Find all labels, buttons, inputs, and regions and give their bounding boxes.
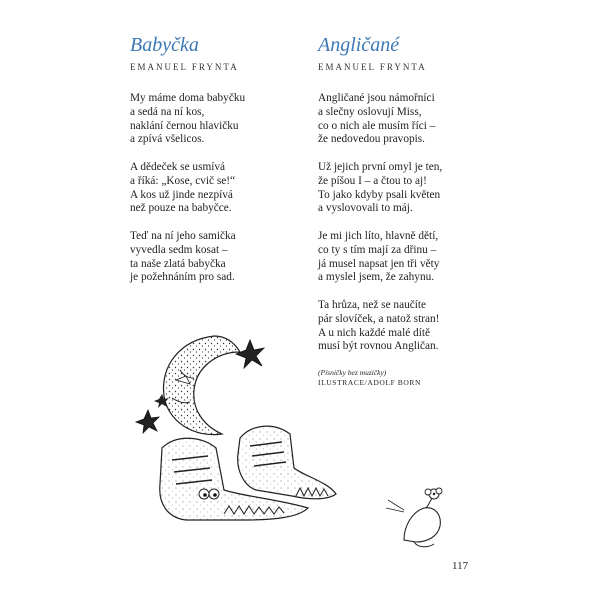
verse-line: Angličané jsou námořníci xyxy=(318,92,435,104)
verse-line: To jako kdyby psali květen xyxy=(318,188,441,201)
boot-crocodile-back-drawing xyxy=(238,426,336,499)
stanza xyxy=(318,92,488,147)
verse-line: že nedovedou pravopis. xyxy=(318,133,425,146)
verse-line: naklání černou hlavičku xyxy=(130,119,239,132)
stanza xyxy=(318,161,488,216)
poem-title: Babyčka xyxy=(130,34,199,56)
credit-source: (Písničky bez muzičky) xyxy=(318,367,387,377)
verse-line: pár slovíček, a natož stran! xyxy=(318,312,440,325)
stanza xyxy=(318,230,488,285)
page-number: 117 xyxy=(452,560,469,572)
verse-line: že píšou I – a čtou to aj! xyxy=(318,174,427,187)
verse-line: a slečny oslovují Miss, xyxy=(318,105,422,118)
stanza xyxy=(130,161,300,216)
verse-line: ta naše zlatá babyčka xyxy=(130,257,226,270)
verse-line: Teď na ní jeho samička xyxy=(130,229,236,242)
verse-line: co ty s tím mají za dřinu – xyxy=(318,243,437,256)
verse-line: musí být rovnou Angličan. xyxy=(318,340,439,353)
stanza xyxy=(130,230,300,285)
poem-title: Angličané xyxy=(318,34,400,56)
verse-line: a vyslovovali to máj. xyxy=(318,202,413,215)
verse-line: je požehnáním pro sad. xyxy=(130,271,235,284)
verse-line: A kos už jinde nezpívá xyxy=(130,188,233,201)
moon-and-shoe-crocodile-illustration xyxy=(132,318,352,558)
verse-line: já musel napsat jen tři věty xyxy=(318,257,440,270)
poem-author: EMANUEL FRYNTA xyxy=(130,62,239,72)
crescent-moon-drawing xyxy=(163,336,240,435)
stanza xyxy=(130,92,300,147)
poem-stanzas xyxy=(130,92,300,285)
verse-line: co o nich ale musím říci – xyxy=(318,119,436,132)
star-icon xyxy=(236,340,264,368)
verse-line: My máme doma babyčku xyxy=(130,92,246,104)
star-icon xyxy=(136,410,159,433)
verse-line: a sedá na ní kos, xyxy=(130,105,205,118)
poem-author: EMANUEL FRYNTA xyxy=(318,62,427,72)
verse-line: vyvedla sedm kosat – xyxy=(130,243,228,256)
verse-line: Ta hrůza, než se naučíte xyxy=(318,298,427,311)
verse-line: Je mi jich líto, hlavně dětí, xyxy=(318,229,439,242)
verse-line: než pouze na babyčce. xyxy=(130,202,232,215)
verse-line: A u nich každé malé dítě xyxy=(318,326,430,339)
verse-line: a říká: „Kose, cvič se!“ xyxy=(130,174,236,187)
credit-illustrator: ILUSTRACE/ADOLF BORN xyxy=(318,377,422,387)
verse-line: a zpívá všelicos. xyxy=(130,133,205,146)
mouse-drawing xyxy=(384,482,454,552)
verse-line: a myslel jsem, že zahynu. xyxy=(318,271,435,284)
poem-babycka xyxy=(130,34,300,299)
verse-line: Už jejich první omyl je ten, xyxy=(318,160,443,173)
poem-stanzas xyxy=(318,92,488,354)
verse-line: A dědeček se usmívá xyxy=(130,160,226,173)
